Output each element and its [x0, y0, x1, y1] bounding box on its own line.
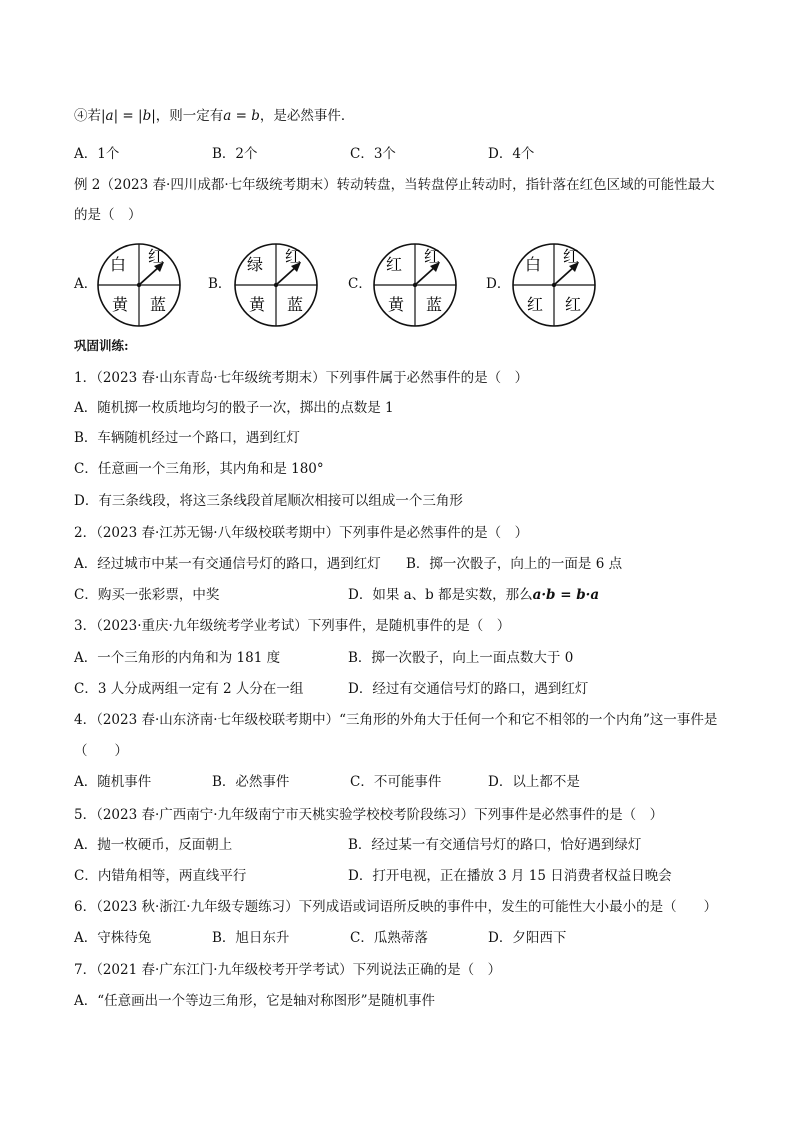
q3-option-a: A．一个三角形的内角和为 181 度 — [74, 650, 281, 666]
item4-statement — [74, 106, 354, 126]
q1-option-c: C．任意画一个三角形，其内角和是 180° — [74, 461, 324, 477]
quadrant-label: 黄 — [111, 295, 129, 314]
spinner-letter: A． — [74, 276, 98, 292]
q6-option-b: B．旭日东升 — [212, 930, 290, 946]
q1-option-a: A．随机掷一枚质地均匀的骰子一次，掷出的点数是 1 — [74, 400, 394, 416]
text: 若 — [87, 108, 101, 124]
q1-stem: 1．（2023 春·山东青岛·七年级统考期末）下列事件属于必然事件的是（ ） — [74, 370, 529, 386]
equation: a = b — [223, 108, 260, 124]
q3-option-d: D．经过有交通信号灯的路口，遇到红灯 — [348, 681, 589, 697]
q2-stem: 2．（2023 春·江苏无锡·八年级校联考期中）下列事件是必然事件的是（ ） — [74, 525, 529, 541]
quadrant-label: 红 — [562, 247, 580, 266]
quadrant-label: 黄 — [387, 295, 405, 314]
q1-option-d: D．有三条线段，将这三条线段首尾顺次相接可以组成一个三角形 — [74, 493, 463, 509]
quadrant-label: 白 — [109, 255, 127, 274]
item-number: ④ — [74, 108, 88, 124]
q6-option-c: C．瓜熟蒂落 — [350, 930, 428, 946]
quadrant-label: 红 — [147, 247, 165, 266]
q5-option-a: A．抛一枚硬币，反面朝上 — [74, 837, 233, 853]
spinner-letter: B． — [208, 276, 232, 292]
q3-option-c: C．3 人分成两组一定有 2 人分在一组 — [74, 681, 304, 697]
q7-option-a: A．“任意画出一个等边三角形，它是轴对称图形”是随机事件 — [74, 993, 436, 1009]
q3-option-b: B．掷一次骰子，向上一面点数大于 0 — [348, 650, 574, 666]
quadrant-label: 黄 — [248, 295, 266, 314]
text: ，则一定有 — [155, 108, 224, 124]
quadrant-label: 蓝 — [286, 295, 304, 314]
quadrant-label: 蓝 — [149, 295, 167, 314]
q7-stem: 7．（2021 春·广东江门·九年级校考开学考试）下列说法正确的是（ ） — [74, 962, 502, 978]
q4-stem: 4．（2023 春·山东济南·七年级校联考期中）“三角形的外角大于任何一个和它不相邻的一个内角”这一事件是 — [74, 712, 718, 728]
item4-option-d: D．4个 — [488, 146, 535, 162]
text: ，是必然事件． — [259, 108, 355, 124]
q4-stem-blank: （ ） — [74, 743, 128, 759]
item4-option-a: A．1个 — [74, 146, 120, 162]
item4-option-b: B．2个 — [212, 146, 258, 162]
equation: a·b = b·a — [532, 587, 600, 603]
spinner-c-diagram — [372, 242, 458, 328]
q2-option-c: C．购买一张彩票，中奖 — [74, 587, 220, 603]
q6-stem: 6．（2023 秋·浙江·九年级专题练习）下列成语或词语所反映的事件中，发生的可能性大小最小的是（ ） — [74, 899, 718, 915]
quadrant-label: 红 — [564, 295, 582, 314]
quadrant-label: 红 — [423, 247, 441, 266]
q5-option-c: C．内错角相等，两直线平行 — [74, 868, 247, 884]
spinner-letter: D． — [486, 276, 511, 292]
q4-option-d: D．以上都不是 — [488, 774, 580, 790]
text: D．如果 a、b 都是实数，那么 — [348, 587, 533, 603]
example2-stem-line2: 的是（ ） — [74, 207, 142, 223]
quadrant-label: 蓝 — [425, 295, 443, 314]
q4-option-a: A．随机事件 — [74, 774, 152, 790]
q1-option-b: B．车辆随机经过一个路口，遇到红灯 — [74, 430, 300, 446]
quadrant-label: 白 — [524, 255, 542, 274]
section-title: 巩固训练: — [74, 338, 129, 353]
spinner-letter: C． — [348, 276, 372, 292]
q4-option-c: C．不可能事件 — [350, 774, 442, 790]
q5-option-d: D．打开电视，正在播放 3 月 15 日消费者权益日晚会 — [348, 868, 672, 884]
quadrant-label: 红 — [284, 247, 302, 266]
quadrant-label: 绿 — [246, 255, 264, 274]
example2-stem-line1: 例 2（2023 春·四川成都·七年级统考期末）转动转盘，当转盘停止转动时，指针落在红色区域的可能性最大 — [74, 177, 715, 193]
q3-stem: 3．（2023·重庆·九年级统考学业考试）下列事件，是随机事件的是（ ） — [74, 618, 511, 634]
q6-option-d: D．夕阳西下 — [488, 930, 567, 946]
quadrant-label: 红 — [526, 295, 544, 314]
q2-option-a: A．经过城市中某一有交通信号灯的路口，遇到红灯 — [74, 556, 381, 572]
q6-option-a: A．守株待兔 — [74, 930, 152, 946]
abs-equation: |a| = |b| — [101, 108, 156, 124]
q2-option-b: B．掷一次骰子，向上的一面是 6 点 — [406, 556, 623, 572]
item4-option-c: C．3个 — [350, 146, 396, 162]
q4-option-b: B．必然事件 — [212, 774, 290, 790]
spinner-a-diagram — [96, 242, 182, 328]
q2-option-d — [348, 585, 599, 605]
q5-option-b: B．经过某一有交通信号灯的路口，恰好遇到绿灯 — [348, 837, 642, 853]
spinner-d-diagram — [511, 242, 597, 328]
q5-stem: 5．（2023 春·广西南宁·九年级南宁市天桃实验学校校考阶段练习）下列事件是必然事件的是（ ） — [74, 807, 664, 823]
spinner-b-diagram — [233, 242, 319, 328]
quadrant-label: 红 — [385, 255, 403, 274]
